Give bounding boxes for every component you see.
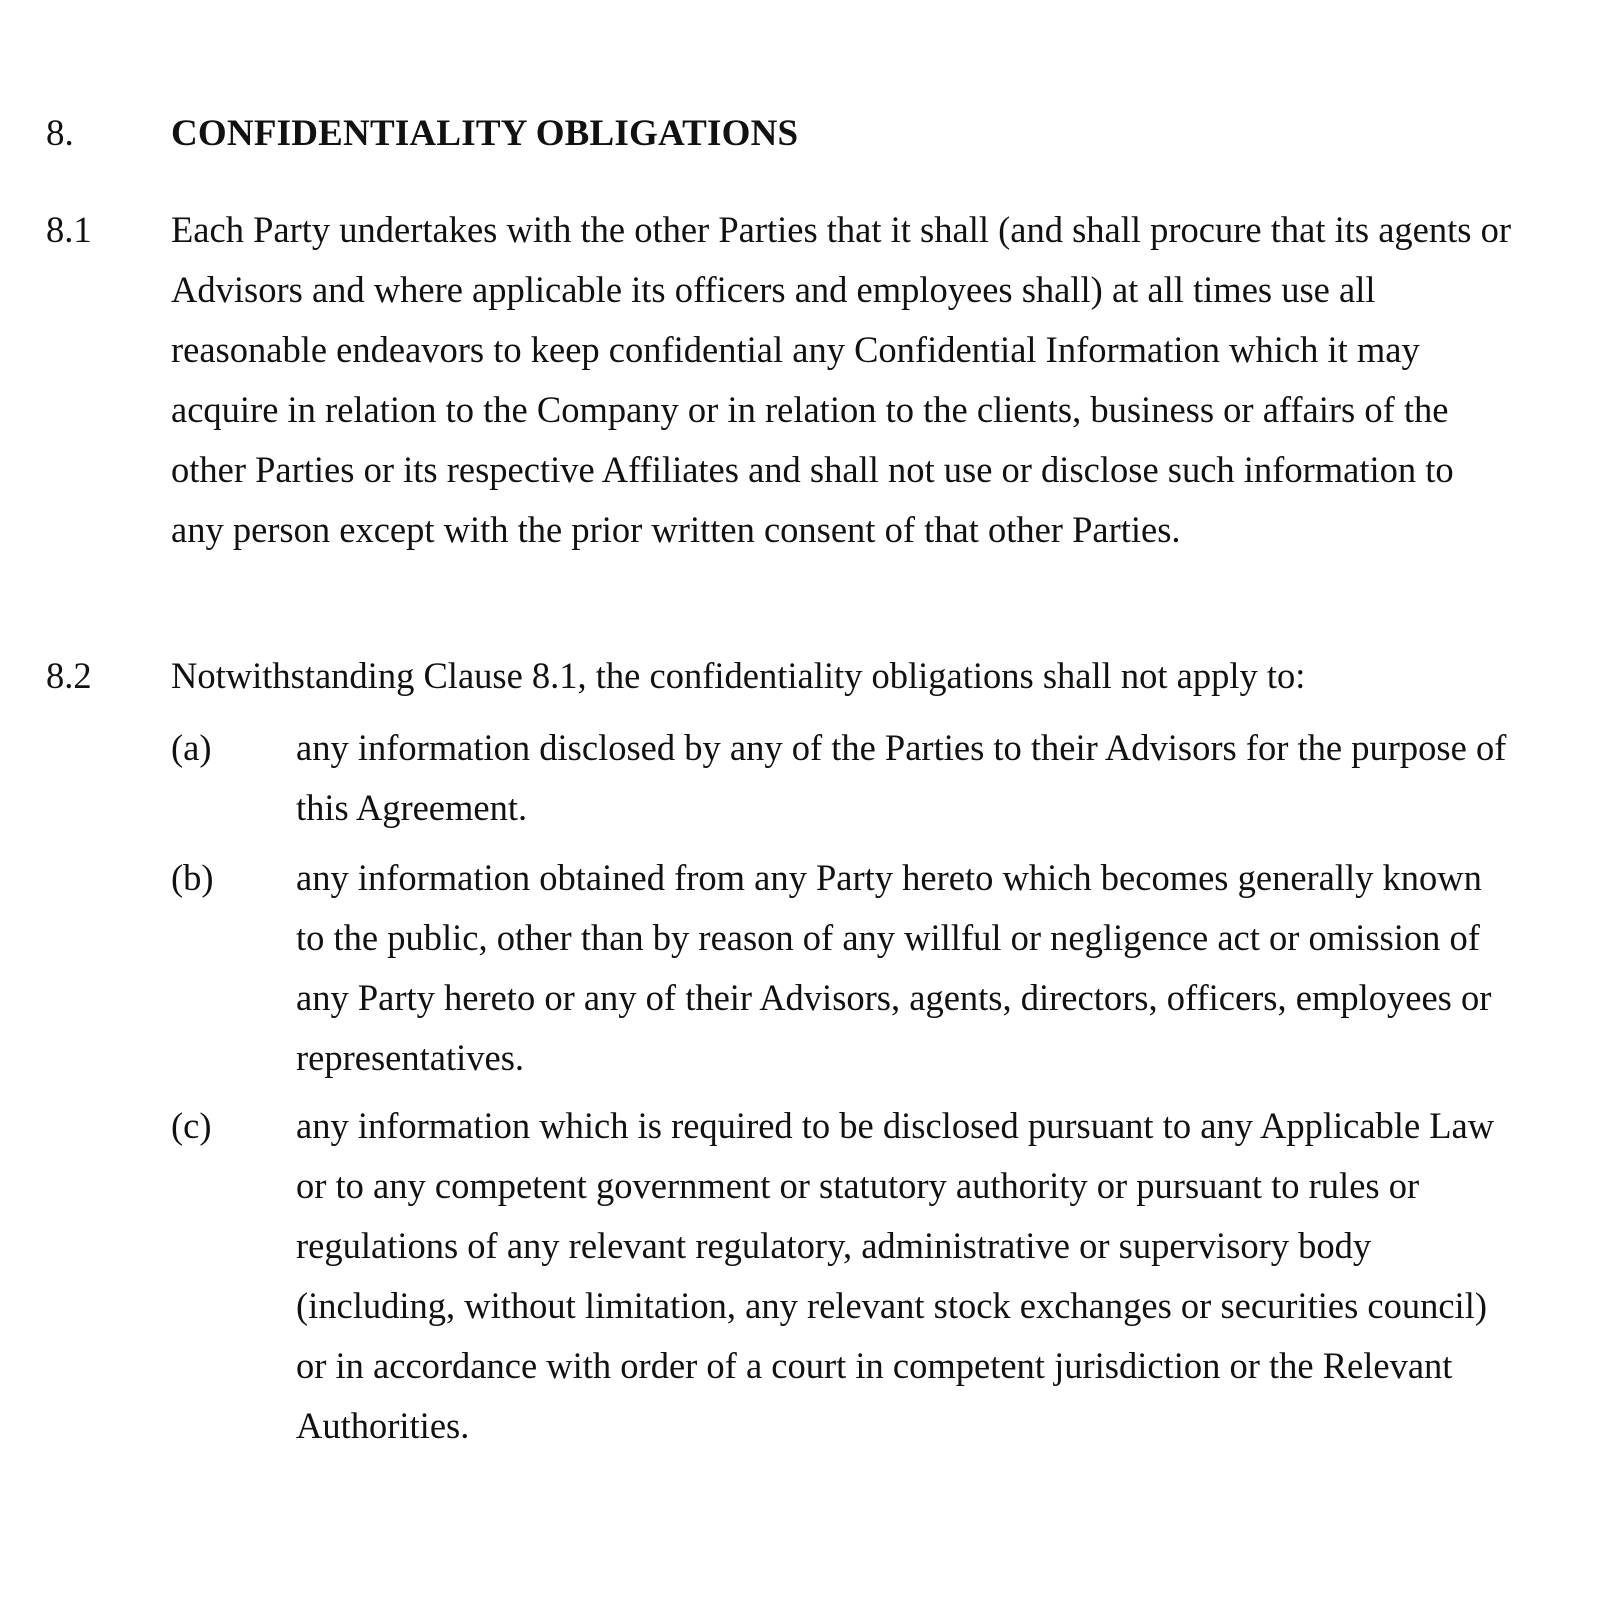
clause-text: Each Party undertakes with the other Parties that it shall (and shall procure that its agents or Advisors and where applicable its officers and employees shall) at all times use all reasonable endeavors to keep confidential any Confidential Information which it may acquire in relation to the Company or in relation to the clients, business or affairs of the other Parties or its respective Affiliates and shall not use or disclose such information to any person except with the prior written consent of that other Parties. — [171, 209, 1511, 550]
clause-text: Notwithstanding Clause 8.1, the confidentiality obligations shall not apply to: — [171, 655, 1306, 696]
clause-number: 8.2 — [46, 655, 92, 696]
sub-clause-label: (c) — [171, 1105, 212, 1146]
section-number: 8. — [46, 113, 74, 154]
clause-number: 8.1 — [46, 209, 92, 250]
sub-clause-text: any information disclosed by any of the Parties to their Advisors for the purpose of this Agreement. — [296, 727, 1507, 828]
sub-clause-label: (a) — [171, 727, 212, 768]
sub-clause-text: any information which is required to be disclosed pursuant to any Applicable Law or to any competent government or statutory authority or pursuant to rules or regulations of any relevant regulatory, administrative or supervisory body (including, without limitation, any relevant stock exchanges or securities council) or in accordance with order of a court in competent jurisdiction or the Relevant Authorities. — [296, 1105, 1495, 1446]
section-title: CONFIDENTIALITY OBLIGATIONS — [171, 113, 799, 154]
sub-clause-text: any information obtained from any Party hereto which becomes generally known to the public, other than by reason of any willful or negligence act or omission of any Party hereto or any of their Advisors, agents, directors, officers, employees or representatives. — [296, 857, 1492, 1078]
sub-clause-label: (b) — [171, 857, 214, 898]
